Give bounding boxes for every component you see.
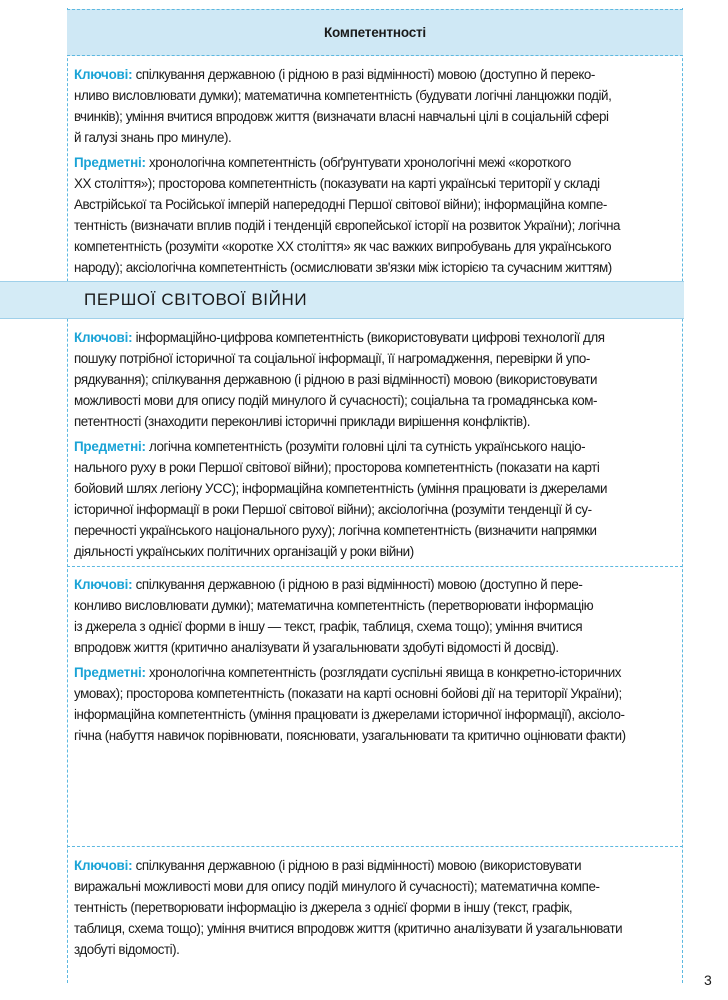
subject-competencies bbox=[74, 436, 676, 562]
text-line: хронологічна компетентність (розглядати суспільні явища в конкретно-історичних bbox=[149, 665, 622, 680]
key-competencies bbox=[74, 855, 676, 960]
text-line: із джерела з однієї форми в іншу — текст, графік, таблиця, схема тощо); уміння вчитися bbox=[74, 619, 583, 634]
text-line: бойовий шлях легіону УСС); інформаційна компетентність (уміння працювати із джерелами bbox=[74, 481, 608, 496]
key-label: Ключові: bbox=[74, 577, 133, 592]
key-competencies bbox=[74, 574, 676, 658]
text-line: здобуті відомості). bbox=[74, 942, 180, 957]
text-line: й галузі знань про минуле). bbox=[74, 130, 232, 145]
subject-competencies bbox=[74, 662, 676, 746]
row-divider bbox=[67, 846, 683, 847]
table-header bbox=[67, 9, 683, 56]
competency-row-2 bbox=[74, 327, 676, 566]
text-line: Австрійської та Російської імперій напередодні Першої світової війни); інформаційна компе- bbox=[74, 197, 607, 212]
subject-label: Предметні: bbox=[74, 665, 146, 680]
text-line: впродовж життя (критично аналізувати й узагальнювати здобуті відомості й досвід). bbox=[74, 640, 559, 655]
text-line: конливо висловлювати думки); математична компетентність (перетворювати інформацію bbox=[74, 598, 594, 613]
key-competencies bbox=[74, 64, 676, 148]
subject-competencies bbox=[74, 152, 676, 278]
text-line: спілкування державною (і рідною в разі відмінності) мовою (доступно й пере- bbox=[135, 577, 583, 592]
text-line: нливо висловлювати думки); математична компетентність (будувати логічні ланцюжки подій, bbox=[74, 88, 612, 103]
text-line: таблиця, схема тощо); уміння вчитися впродовж життя (критично аналізувати й узагальнювати bbox=[74, 921, 623, 936]
page-number: 3 bbox=[704, 972, 712, 988]
text-line: тентність (перетворювати інформацію із джерела з однієї форми в іншу (текст, графік, bbox=[74, 900, 573, 915]
key-label: Ключові: bbox=[74, 330, 133, 345]
subject-label: Предметні: bbox=[74, 439, 146, 454]
text-line: виражальні можливості мови для опису подій минулого й сучасності); математична компе- bbox=[74, 879, 600, 894]
key-competencies bbox=[74, 327, 676, 432]
text-line: хронологічна компетентність (обґрунтувати хронологічні межі «короткого bbox=[149, 155, 571, 170]
text-line: вчинків); уміння вчитися впродовж життя (визначати власні навчальні цілі в соціальній сфері bbox=[74, 109, 609, 124]
subject-label: Предметні: bbox=[74, 155, 146, 170]
text-line: умовах); просторова компетентність (показати на карті основні бойові дії на території України); bbox=[74, 686, 622, 701]
competency-row-4 bbox=[74, 855, 676, 964]
text-line: спілкування державною (і рідною в разі відмінності) мовою (доступно й переко- bbox=[135, 67, 595, 82]
text-line: народу); аксіологічна компетентність (осмислювати зв'язки між історією та сучасним життям) bbox=[74, 260, 612, 275]
row-divider bbox=[67, 566, 683, 567]
text-line: пошуку потрібної історичної та соціальної інформації, її нагромадження, перевірки й упо- bbox=[74, 351, 590, 366]
text-line: петентності (знаходити переконливі історичні приклади вирішення конфліктів). bbox=[74, 414, 530, 429]
text-line: можливості мови для опису подій минулого й сучасності); соціальна та громадянська ком- bbox=[74, 393, 598, 408]
table-header-title: Компетентності bbox=[324, 25, 426, 40]
key-label: Ключові: bbox=[74, 67, 133, 82]
text-line: нального руху в роки Першої світової війни); просторова компетентність (показати на карті bbox=[74, 460, 600, 475]
competency-row-3 bbox=[74, 574, 676, 750]
text-line: рядкування); спілкування державною (і рідною в разі відмінності) мовою (використовувати bbox=[74, 372, 598, 387]
section-title: ПЕРШОЇ СВІТОВОЇ ВІЙНИ bbox=[84, 290, 308, 309]
text-line: спілкування державною (і рідною в разі відмінності) мовою (використовувати bbox=[135, 858, 582, 873]
text-line: ХХ століття»); просторова компетентність (показувати на карті українські території у складі bbox=[74, 176, 600, 191]
key-label: Ключові: bbox=[74, 858, 133, 873]
competency-row-1 bbox=[74, 64, 676, 282]
text-line: інформаційно-цифрова компетентність (використовувати цифрові технології для bbox=[135, 330, 605, 345]
text-line: історичної інформації в роки Першої світової війни); аксіологічна (розуміти тенденції й су- bbox=[74, 502, 592, 517]
text-line: логічна компетентність (розуміти головні цілі та сутність українського націо- bbox=[149, 439, 586, 454]
text-line: перечності українського національного руху); логічна компетентність (визначити напрямки bbox=[74, 523, 597, 538]
text-line: інформаційна компетентність (уміння працювати із джерелами історичної інформації), аксіоло- bbox=[74, 707, 625, 722]
text-line: компетентність (розуміти «коротке ХХ століття» як час важких випробувань для українського bbox=[74, 239, 612, 254]
text-line: діяльності українських політичних організацій у роки війни) bbox=[74, 544, 414, 559]
text-line: тентність (визначати вплив подій і тенденцій європейської історії на розвиток України); логічна bbox=[74, 218, 621, 233]
text-line: гічна (набуття навичок порівнювати, пояснювати, узагальнювати та критично оцінювати факти) bbox=[74, 728, 626, 743]
